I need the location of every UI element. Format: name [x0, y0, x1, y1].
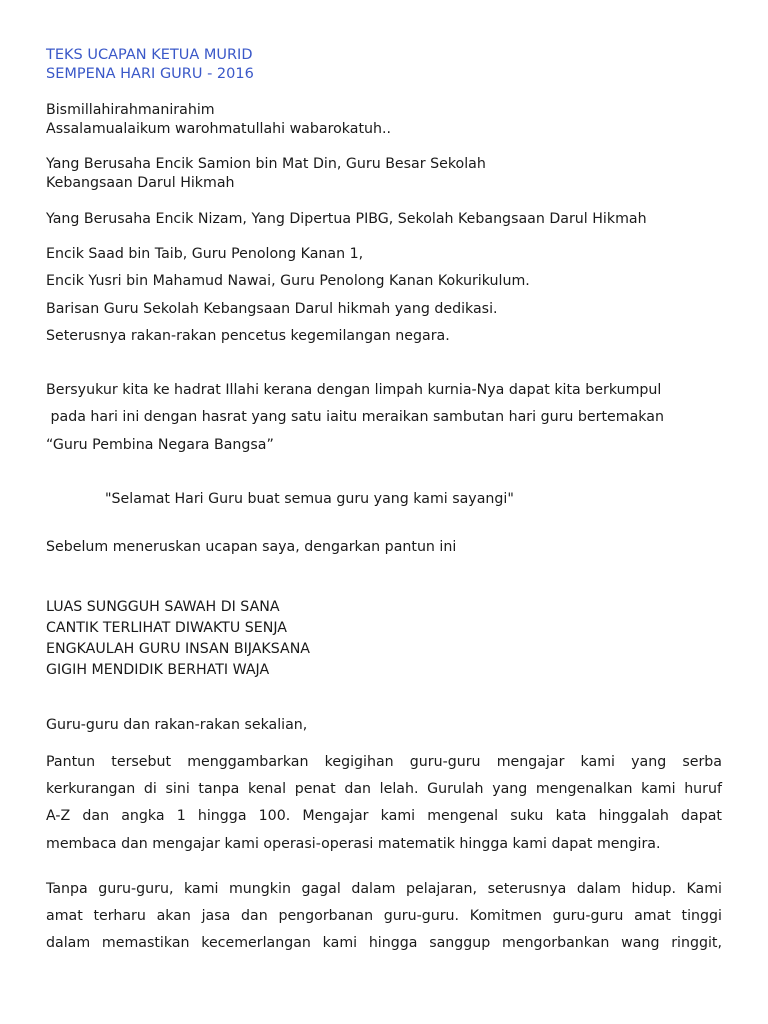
salutation-line: Barisan Guru Sekolah Kebangsaan Darul hikmah yang dedikasi.: [46, 301, 498, 317]
document-title-line-1: TEKS UCAPAN KETUA MURID: [46, 47, 253, 63]
address-line: Guru-guru dan rakan-rakan sekalian,: [46, 717, 308, 733]
pantun-line: GIGIH MENDIDIK BERHATI WAJA: [46, 662, 270, 678]
salutation-headmaster-line: Kebangsaan Darul Hikmah: [46, 175, 235, 191]
document-title-line-2: SEMPENA HARI GURU - 2016: [46, 66, 254, 82]
greeting-quote: "Selamat Hari Guru buat semua guru yang kami sayangi": [105, 491, 514, 507]
gratitude-line: pada hari ini dengan hasrat yang satu iaitu meraikan sambutan hari guru bertemakan: [46, 409, 664, 425]
salutation-line: Encik Yusri bin Mahamud Nawai, Guru Penolong Kanan Kokurikulum.: [46, 273, 530, 289]
pantun-line: LUAS SUNGGUH SAWAH DI SANA: [46, 599, 280, 615]
salutation-pibg: Yang Berusaha Encik Nizam, Yang Dipertua PIBG, Sekolah Kebangsaan Darul Hikmah: [46, 211, 647, 227]
salutation-line: Encik Saad bin Taib, Guru Penolong Kanan 1,: [46, 246, 364, 262]
gratitude-line: “Guru Pembina Negara Bangsa”: [46, 437, 274, 453]
salutation-line: Seterusnya rakan-rakan pencetus kegemilangan negara.: [46, 328, 450, 344]
paragraph-2-line: dalam memastikan kecemerlangan kami hingga sanggup mengorbankan wang ringgit,: [46, 935, 722, 951]
gratitude-line: Bersyukur kita ke hadrat Illahi kerana dengan limpah kurnia-Nya dapat kita berkumpul: [46, 382, 662, 398]
opening-line: Bismillahirahmanirahim: [46, 102, 215, 118]
paragraph-1-line: membaca dan mengajar kami operasi-operasi matematik hingga kami dapat mengira.: [46, 836, 661, 852]
pantun-line: ENGKAULAH GURU INSAN BIJAKSANA: [46, 641, 311, 657]
paragraph-2-line: Tanpa guru-guru, kami mungkin gagal dalam pelajaran, seterusnya dalam hidup. Kami: [46, 881, 722, 897]
pantun-line: CANTIK TERLIHAT DIWAKTU SENJA: [46, 620, 287, 636]
paragraph-2-line: amat terharu akan jasa dan pengorbanan guru-guru. Komitmen guru-guru amat tinggi: [46, 908, 722, 924]
paragraph-1-line: A-Z dan angka 1 hingga 100. Mengajar kami mengenal suku kata hinggalah dapat: [46, 808, 722, 824]
salutation-headmaster-line: Yang Berusaha Encik Samion bin Mat Din, Guru Besar Sekolah: [46, 156, 486, 172]
pantun-intro: Sebelum meneruskan ucapan saya, dengarkan pantun ini: [46, 539, 457, 555]
paragraph-1-line: Pantun tersebut menggambarkan kegigihan guru-guru mengajar kami yang serba: [46, 754, 722, 770]
paragraph-1-line: kerkurangan di sini tanpa kenal penat dan lelah. Gurulah yang mengenalkan kami huruf: [46, 781, 722, 797]
opening-line: Assalamualaikum warohmatullahi wabarokatuh..: [46, 121, 392, 137]
